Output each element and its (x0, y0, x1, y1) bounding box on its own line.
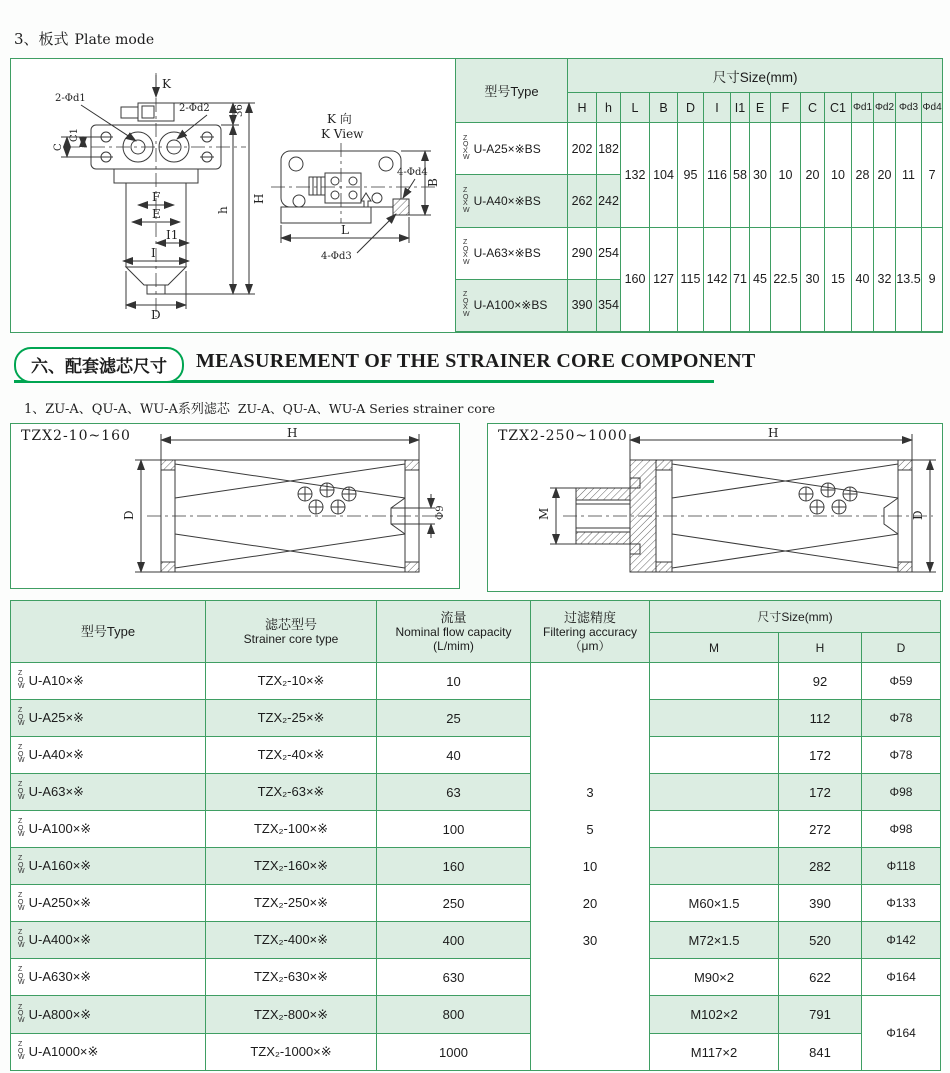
plate-table (455, 58, 943, 332)
core-cell-M: M72×1.5 (650, 922, 779, 959)
dim-label-l: L (341, 223, 349, 237)
plate-cell-H: 390 (568, 279, 597, 331)
series-prefix: Z Q W (18, 855, 25, 876)
core-cell-H: 841 (779, 1034, 862, 1071)
series-prefix: Z Q W (18, 781, 25, 802)
plate-col-header-Φd1: Φd1 (852, 93, 874, 123)
core-cell-M: M60×1.5 (650, 885, 779, 922)
model-cell (11, 922, 206, 959)
plate-mode-drawing (11, 59, 457, 332)
plate-size-value: 127 (650, 227, 678, 331)
strainer-core-diagram-large (488, 424, 940, 589)
core-table-row (11, 737, 941, 774)
plate-col-header-E: E (750, 93, 771, 123)
core-table-row (11, 1034, 941, 1071)
kview-label-cn: K 向 (327, 112, 352, 126)
dim-label-c1: C1 (69, 127, 80, 142)
model-text: U-A40×※ (28, 747, 84, 762)
model-text: U-A400×※ (28, 932, 92, 947)
core-cell-H: 272 (779, 811, 862, 848)
core-cell-flow: 25 (377, 700, 531, 737)
core-cell-D: Φ118 (862, 848, 941, 885)
model-text: U-A630×※ (28, 969, 92, 984)
core-cell-coretype: TZX₂-25×※ (206, 700, 377, 737)
accuracy-value: 30 (582, 933, 598, 948)
series-prefix: Z Q X W (463, 187, 470, 214)
core-table-header-row1 (11, 601, 941, 633)
core-cell-flow: 10 (377, 663, 531, 700)
plate-cell-h: 182 (597, 123, 621, 175)
core-table-row (11, 848, 941, 885)
core-cell-coretype: TZX₂-100×※ (206, 811, 377, 848)
plate-size-value: 132 (621, 123, 650, 227)
model-cell (456, 279, 568, 331)
model-text: U-A40×※BS (473, 194, 541, 209)
core-accuracy-header: 过滤精度 Filtering accuracy （μm） (531, 601, 650, 663)
core-cell-H: 791 (779, 996, 862, 1034)
model-text: U-A100×※ (28, 821, 92, 836)
core-drawing-label-large: TZX2-250~1000 (498, 428, 628, 444)
core-cell-flow: 100 (377, 811, 531, 848)
model-cell (11, 848, 206, 885)
core-cell-flow: 160 (377, 848, 531, 885)
dim-label-f: F (152, 190, 161, 204)
core-drawing-label-small: TZX2-10~160 (21, 428, 131, 444)
core-cell-coretype: TZX₂-1000×※ (206, 1034, 377, 1071)
accuracy-value: 3 (586, 785, 594, 800)
core-cell-M (650, 663, 779, 700)
accuracy-value (531, 1033, 649, 1070)
plate-size-value: 10 (771, 123, 801, 227)
series-prefix: Z Q W (18, 892, 25, 913)
series-prefix: Z Q W (18, 966, 25, 987)
core-cell-coretype: TZX₂-160×※ (206, 848, 377, 885)
core-coretype-header: 滤芯型号 Strainer core type (206, 601, 377, 663)
core-cell-M: M117×2 (650, 1034, 779, 1071)
plate-col-header-B: B (650, 93, 678, 123)
dim-label-4d4: 4-Φd4 (397, 167, 428, 178)
plate-col-header-Φd2: Φd2 (874, 93, 896, 123)
dim-label-36: 36 (234, 104, 245, 117)
core-table-row (11, 700, 941, 737)
dim-label-c: C (53, 143, 64, 151)
plate-size-header: 尺寸Size(mm) (568, 59, 943, 93)
dim-label-i1: I1 (166, 228, 179, 242)
plate-size-value: 11 (896, 123, 922, 227)
dim-label-right-m: M (537, 507, 551, 520)
plate-cell-H: 202 (568, 123, 597, 175)
core-cell-coretype: TZX₂-400×※ (206, 922, 377, 959)
model-text: U-A800×※ (28, 1006, 92, 1022)
core-flow-header: 流量 Nominal flow capacity (L/mim) (377, 601, 531, 663)
core-cell-D: Φ98 (862, 774, 941, 811)
model-text: U-A63×※ (28, 784, 84, 799)
plate-cell-h: 354 (597, 279, 621, 331)
plate-col-header-Φd3: Φd3 (896, 93, 922, 123)
model-cell (456, 175, 568, 227)
core-type-header: 型号Type (11, 601, 206, 663)
plate-size-value: 58 (731, 123, 750, 227)
section6-title: MEASUREMENT OF THE STRAINER CORE COMPONENT (196, 350, 756, 372)
plate-col-header-h: h (597, 93, 621, 123)
core-cell-accuracy (531, 663, 650, 1071)
core-cell-coretype: TZX₂-40×※ (206, 737, 377, 774)
accuracy-value: 10 (582, 859, 598, 874)
core-cell-H: 172 (779, 774, 862, 811)
core-cell-H: 520 (779, 922, 862, 959)
model-cell (11, 663, 206, 700)
model-text: U-A1000×※ (28, 1044, 99, 1059)
series-prefix: Z Q W (18, 929, 25, 950)
core-cell-flow: 63 (377, 774, 531, 811)
dim-label-2d2: 2-Φd2 (179, 103, 210, 114)
core-cell-D: Φ98 (862, 811, 941, 848)
dim-label-left-d: D (122, 510, 136, 520)
dim-label-H: H (252, 193, 266, 204)
plate-size-value: 13.5 (896, 227, 922, 331)
plate-size-value: 20 (874, 123, 896, 227)
core-cell-flow: 800 (377, 996, 531, 1034)
core-cell-H: 172 (779, 737, 862, 774)
core-table-row (11, 885, 941, 922)
core-cell-M: M102×2 (650, 996, 779, 1034)
model-text: U-A10×※ (28, 673, 84, 688)
model-text: U-A160×※ (28, 858, 92, 873)
core-cell-flow: 630 (377, 959, 531, 996)
core-drawing-box-large (487, 423, 943, 592)
plate-mode-box (10, 58, 943, 333)
plate-size-value: 45 (750, 227, 771, 331)
dim-label-i: I (151, 246, 156, 260)
core-cell-D: Φ59 (862, 663, 941, 700)
core-table-row (11, 922, 941, 959)
model-cell (11, 811, 206, 848)
plate-size-value: 20 (801, 123, 825, 227)
series-prefix: Z Q W (18, 1041, 25, 1062)
section3-title (14, 28, 154, 49)
core-cell-flow: 400 (377, 922, 531, 959)
model-cell (11, 774, 206, 811)
series-prefix: Z Q X W (463, 291, 470, 318)
core-cell-M: M90×2 (650, 959, 779, 996)
model-cell (11, 885, 206, 922)
plate-size-value: 115 (678, 227, 704, 331)
series-prefix: Z Q W (18, 707, 25, 728)
core-cell-D: Φ78 (862, 700, 941, 737)
core-drawing-box-small (10, 423, 460, 589)
model-cell (11, 1034, 206, 1071)
series-prefix: Z Q W (18, 744, 25, 765)
series-prefix: Z Q X W (463, 239, 470, 266)
plate-col-header-D: D (678, 93, 704, 123)
dim-label-e: E (152, 207, 161, 221)
dim-label-2d1: 2-Φd1 (55, 93, 86, 104)
dim-label-d: D (151, 308, 161, 322)
plate-size-value: 30 (750, 123, 771, 227)
core-col-header-M: M (650, 633, 779, 663)
plate-col-header-I1: I1 (731, 93, 750, 123)
core-cell-H: 112 (779, 700, 862, 737)
dim-label-h: h (216, 206, 230, 214)
core-cell-D: Φ133 (862, 885, 941, 922)
core-cell-D: Φ164 (862, 959, 941, 996)
accuracy-value: 20 (582, 896, 598, 911)
section3-title-cn: 3、板式 (14, 30, 69, 48)
dim-label-left-h: H (287, 426, 298, 440)
model-cell (11, 959, 206, 996)
core-cell-M (650, 700, 779, 737)
model-text: U-A63×※BS (473, 246, 541, 261)
core-cell-H: 282 (779, 848, 862, 885)
core-col-header-D: D (862, 633, 941, 663)
dim-label-b: B (426, 178, 440, 187)
plate-size-value: 40 (852, 227, 874, 331)
core-cell-flow: 250 (377, 885, 531, 922)
plate-size-value: 28 (852, 123, 874, 227)
core-table-row (11, 663, 941, 700)
model-text: U-A25×※BS (473, 141, 541, 156)
plate-size-value: 7 (922, 123, 943, 227)
core-cell-coretype: TZX₂-10×※ (206, 663, 377, 700)
plate-col-header-C: C (801, 93, 825, 123)
plate-cell-H: 262 (568, 175, 597, 227)
core-cell-D-merged: Φ164 (862, 996, 941, 1071)
core-cell-D: Φ78 (862, 737, 941, 774)
plate-col-header-I: I (704, 93, 731, 123)
series-prefix: Z Q X W (463, 134, 470, 162)
plate-size-value: 142 (704, 227, 731, 331)
plate-cell-H: 290 (568, 227, 597, 279)
model-cell (11, 996, 206, 1034)
core-table-row (11, 811, 941, 848)
model-cell (456, 227, 568, 279)
dim-label-right-h: H (768, 426, 779, 440)
plate-col-header-F: F (771, 93, 801, 123)
plate-col-header-H: H (568, 93, 597, 123)
core-table-row (11, 774, 941, 811)
core-size-header: 尺寸Size(mm) (650, 601, 941, 633)
model-text: U-A25×※ (28, 710, 84, 725)
core-cell-flow: 40 (377, 737, 531, 774)
series-prefix: Z Q W (18, 1003, 25, 1024)
plate-table-row (456, 227, 943, 279)
series-subtitle (24, 398, 495, 417)
core-table-row (11, 959, 941, 996)
model-cell (11, 700, 206, 737)
section3-title-en: Plate mode (74, 32, 155, 48)
accuracy-value (531, 996, 649, 1033)
plate-col-header-Φd4: Φd4 (922, 93, 943, 123)
dim-label-k: K (162, 77, 171, 91)
core-cell-D: Φ142 (862, 922, 941, 959)
core-cell-flow: 1000 (377, 1034, 531, 1071)
model-text: U-A250×※ (28, 895, 92, 910)
plate-size-value: 30 (801, 227, 825, 331)
core-cell-M (650, 774, 779, 811)
plate-size-value: 22.5 (771, 227, 801, 331)
series-subtitle-cn: 1、ZU-A、QU-A、WU-A系列滤芯 (24, 402, 230, 417)
plate-table-row (456, 123, 943, 175)
plate-table-header-row1 (456, 59, 943, 93)
accuracy-value (531, 737, 649, 774)
core-table (10, 600, 941, 1071)
plate-col-header-C1: C1 (825, 93, 852, 123)
plate-filter-diagram (11, 59, 457, 332)
core-cell-M (650, 737, 779, 774)
section6-badge: 六、配套滤芯尺寸 (14, 347, 184, 383)
model-text: U-A100×※BS (473, 298, 548, 313)
strainer-core-diagram-small (11, 424, 457, 586)
plate-size-value: 15 (825, 227, 852, 331)
core-cell-H: 390 (779, 885, 862, 922)
dim-label-right-d: D (911, 510, 925, 520)
plate-size-value: 160 (621, 227, 650, 331)
core-cell-coretype: TZX₂-63×※ (206, 774, 377, 811)
core-cell-H: 622 (779, 959, 862, 996)
series-subtitle-en: ZU-A、QU-A、WU-A Series strainer core (237, 401, 496, 416)
accuracy-value (531, 700, 649, 737)
plate-size-value: 71 (731, 227, 750, 331)
dim-label-4d3: 4-Φd3 (321, 251, 352, 262)
core-col-header-H: H (779, 633, 862, 663)
plate-size-value: 10 (825, 123, 852, 227)
core-cell-coretype: TZX₂-800×※ (206, 996, 377, 1034)
core-cell-H: 92 (779, 663, 862, 700)
accuracy-value: 5 (586, 822, 594, 837)
plate-size-value: 116 (704, 123, 731, 227)
plate-col-header-L: L (621, 93, 650, 123)
dim-label-phi9: Φ9 (435, 505, 446, 520)
series-prefix: Z Q W (18, 670, 25, 691)
plate-cell-h: 254 (597, 227, 621, 279)
plate-cell-h: 242 (597, 175, 621, 227)
core-cell-M (650, 848, 779, 885)
model-cell (11, 737, 206, 774)
accuracy-value (531, 663, 649, 700)
model-cell (456, 123, 568, 175)
core-cell-coretype: TZX₂-630×※ (206, 959, 377, 996)
plate-size-value: 9 (922, 227, 943, 331)
core-cell-M (650, 811, 779, 848)
accuracy-value (531, 959, 649, 996)
plate-size-value: 32 (874, 227, 896, 331)
core-cell-coretype: TZX₂-250×※ (206, 885, 377, 922)
kview-label-en: K View (321, 127, 364, 141)
core-table-row (11, 996, 941, 1034)
plate-type-header: 型号Type (456, 59, 568, 123)
plate-size-value: 104 (650, 123, 678, 227)
plate-size-value: 95 (678, 123, 704, 227)
series-prefix: Z Q W (18, 818, 25, 839)
